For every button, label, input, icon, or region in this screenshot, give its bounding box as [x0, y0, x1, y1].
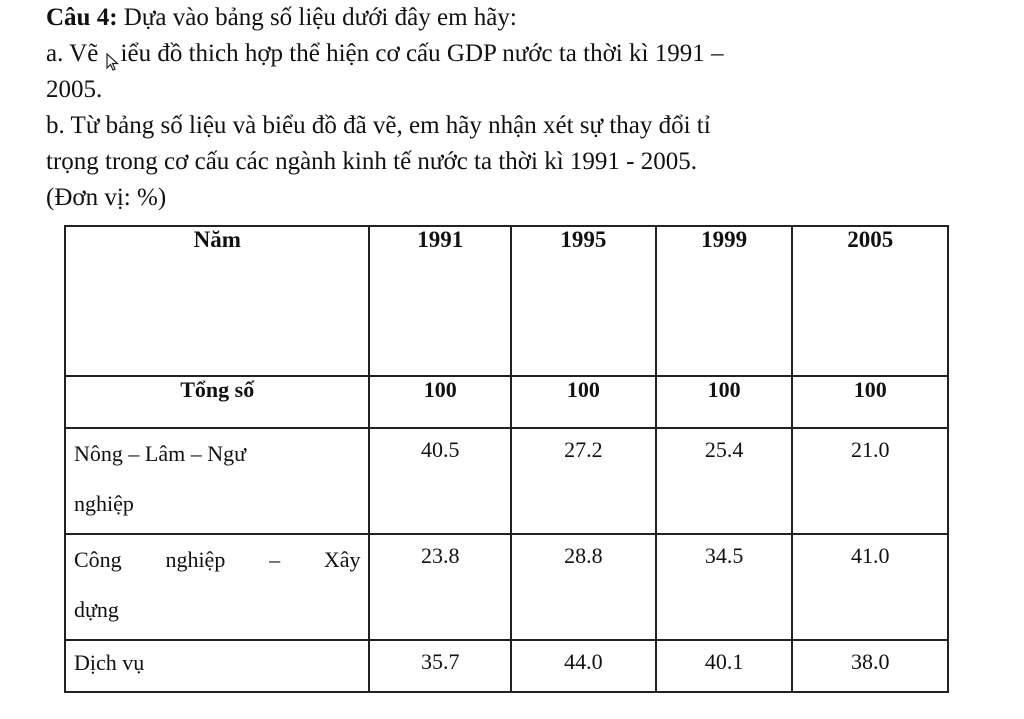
- header-year-1991: 1991: [369, 226, 511, 376]
- header-year-1999: 1999: [656, 226, 793, 376]
- row-label-word: Công: [74, 547, 122, 572]
- total-value: 100: [656, 376, 793, 428]
- row-label-word: nghiệp: [165, 547, 226, 572]
- table-cell: 23.8: [369, 534, 511, 640]
- row-label: Dịch vụ: [65, 640, 369, 692]
- table-cell: 41.0: [792, 534, 948, 640]
- header-year-2005: 2005: [792, 226, 948, 376]
- table-cell: 40.5: [369, 428, 511, 534]
- part-a-text-end: iểu đồ thich hợp thể hiện cơ cấu GDP nước ta thời kì 1991 –: [120, 40, 724, 67]
- question-title: [46, 0, 1006, 36]
- document-body: [46, 0, 1006, 216]
- row-label-word: Xây: [323, 547, 361, 572]
- total-value: 100: [511, 376, 656, 428]
- header-year-1995: 1995: [511, 226, 656, 376]
- row-label-line-2: dựng: [74, 597, 119, 622]
- gdp-structure-table: [64, 225, 949, 693]
- row-label-line-1: [74, 535, 368, 585]
- part-a-text-start: a. Vẽ: [46, 40, 105, 67]
- row-label-line-2: nghiệp: [74, 491, 134, 516]
- table-row-services: [65, 640, 948, 692]
- part-b-line-1: b. Từ bảng số liệu và biểu đồ đã vẽ, em hãy nhận xét sự thay đổi tỉ: [46, 112, 711, 139]
- part-b-line-2: trọng trong cơ cấu các ngành kinh tế nước ta thời kì 1991 - 2005.: [46, 148, 697, 175]
- mouse-pointer-icon: [106, 46, 120, 64]
- table-row-industry: [65, 534, 948, 640]
- table-cell: 28.8: [511, 534, 656, 640]
- row-label-line-1: Nông – Lâm – Ngư: [74, 441, 247, 466]
- table-row-agriculture: [65, 428, 948, 534]
- total-label: Tổng số: [65, 376, 369, 428]
- question-instruction: Dựa vào bảng số liệu dưới đây em hãy:: [117, 4, 517, 31]
- total-value: 100: [369, 376, 511, 428]
- table-cell: 44.0: [511, 640, 656, 692]
- table-cell: 27.2: [511, 428, 656, 534]
- table-cell: 35.7: [369, 640, 511, 692]
- table-cell: 34.5: [656, 534, 793, 640]
- unit-label: (Đơn vị: %): [46, 184, 167, 211]
- total-value: 100: [792, 376, 948, 428]
- part-a-line-2: 2005.: [46, 76, 103, 103]
- table-cell: 38.0: [792, 640, 948, 692]
- header-year-label: Năm: [65, 226, 369, 376]
- question-number: Câu 4:: [46, 4, 118, 31]
- row-label: [65, 534, 369, 640]
- table-cell: 25.4: [656, 428, 793, 534]
- row-label: [65, 428, 369, 534]
- part-a-line-1: [46, 36, 1006, 72]
- table-cell: 21.0: [792, 428, 948, 534]
- table-row-total: [65, 376, 948, 428]
- table-cell: 40.1: [656, 640, 793, 692]
- row-label-word: –: [269, 547, 281, 572]
- table-header-row: [65, 226, 948, 376]
